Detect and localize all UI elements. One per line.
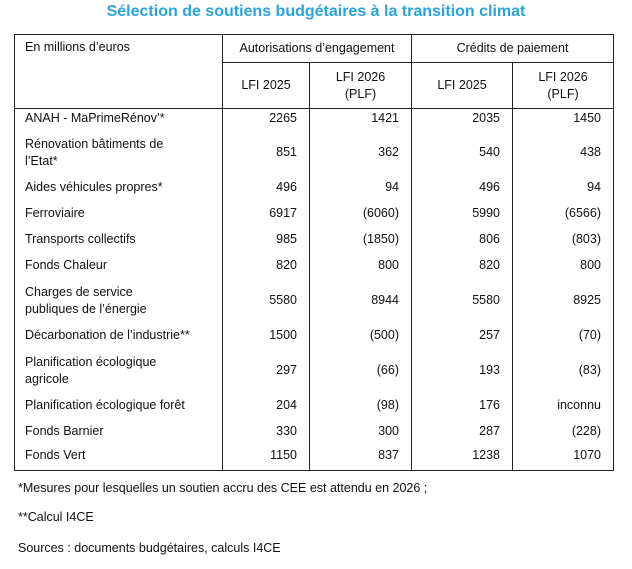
subcol-header: [223, 63, 310, 109]
value-cell: 330: [223, 419, 310, 445]
value-cell: 2035: [412, 109, 513, 131]
row-label-line: Transports collectifs: [25, 232, 136, 246]
value-cell: (83): [513, 349, 614, 393]
value-cell: 5580: [223, 279, 310, 323]
value-cell: 2265: [223, 109, 310, 131]
row-label-line: Fonds Chaleur: [25, 258, 107, 272]
value-cell: (70): [513, 323, 614, 349]
row-label: [15, 109, 223, 131]
table-row: [15, 445, 614, 471]
subcol-header-line: LFI 2025: [241, 78, 291, 92]
value-cell: 438: [513, 131, 614, 175]
row-label-line: Fonds Barnier: [25, 424, 104, 438]
value-cell: 1150: [223, 445, 310, 471]
row-label: [15, 419, 223, 445]
subcol-header: [513, 63, 614, 109]
value-cell: 193: [412, 349, 513, 393]
value-cell: 204: [223, 393, 310, 419]
row-label: [15, 323, 223, 349]
value-cell: 540: [412, 131, 513, 175]
table-row: [15, 393, 614, 419]
value-cell: (6060): [310, 201, 412, 227]
value-cell: 6917: [223, 201, 310, 227]
row-label: [15, 227, 223, 253]
value-cell: 1238: [412, 445, 513, 471]
row-label-line: publiques de l’énergie: [25, 301, 147, 316]
unit-header: En millions d’euros: [15, 35, 223, 109]
value-cell: 5580: [412, 279, 513, 323]
value-cell: (1850): [310, 227, 412, 253]
value-cell: 94: [310, 175, 412, 201]
value-cell: 851: [223, 131, 310, 175]
row-label-line: ANAH - MaPrimeRénov’*: [25, 111, 165, 125]
value-cell: 297: [223, 349, 310, 393]
value-cell: 1450: [513, 109, 614, 131]
value-cell: 8944: [310, 279, 412, 323]
subcol-header: [310, 63, 412, 109]
footnote-cee: *Mesures pour lesquelles un soutien accru des CEE est attendu en 2026 ;: [18, 481, 428, 495]
row-label: [15, 393, 223, 419]
row-label-line: l’Etat*: [25, 153, 58, 168]
row-label: [15, 131, 223, 175]
table-row: [15, 175, 614, 201]
subcol-header-line: LFI 2025: [437, 78, 487, 92]
subcol-header: [412, 63, 513, 109]
value-cell: 94: [513, 175, 614, 201]
value-cell: inconnu: [513, 393, 614, 419]
footnote-calcul: **Calcul I4CE: [18, 510, 94, 524]
table-row: [15, 323, 614, 349]
value-cell: (6566): [513, 201, 614, 227]
value-cell: (228): [513, 419, 614, 445]
value-cell: (66): [310, 349, 412, 393]
table-row: [15, 253, 614, 279]
row-label-line: Rénovation bâtiments de: [25, 136, 164, 151]
group-header-ae: Autorisations d’engagement: [223, 35, 412, 63]
value-cell: 1421: [310, 109, 412, 131]
table-row: [15, 419, 614, 445]
value-cell: 1500: [223, 323, 310, 349]
value-cell: 362: [310, 131, 412, 175]
value-cell: 800: [310, 253, 412, 279]
value-cell: 257: [412, 323, 513, 349]
table-row: [15, 279, 614, 323]
value-cell: (803): [513, 227, 614, 253]
row-label: [15, 175, 223, 201]
subcol-header-line: (PLF): [547, 86, 579, 101]
value-cell: 820: [223, 253, 310, 279]
value-cell: 176: [412, 393, 513, 419]
row-label-line: agricole: [25, 371, 69, 386]
row-label: [15, 253, 223, 279]
row-label: [15, 279, 223, 323]
value-cell: 287: [412, 419, 513, 445]
table-row: [15, 109, 614, 131]
value-cell: 820: [412, 253, 513, 279]
budget-table: [14, 34, 614, 471]
row-label: [15, 201, 223, 227]
subcol-header-line: LFI 2026: [538, 69, 588, 84]
table-row: [15, 201, 614, 227]
value-cell: 5990: [412, 201, 513, 227]
row-label-line: Charges de service: [25, 284, 133, 299]
row-label-line: Ferroviaire: [25, 206, 85, 220]
row-label: [15, 445, 223, 471]
subcol-header-line: LFI 2026: [335, 69, 386, 84]
row-label-line: Planification écologique: [25, 354, 157, 369]
table-title: Sélection de soutiens budgétaires à la transition climat: [106, 3, 526, 20]
value-cell: (98): [310, 393, 412, 419]
table-row: [15, 349, 614, 393]
row-label-line: Aides véhicules propres*: [25, 180, 163, 194]
value-cell: 496: [223, 175, 310, 201]
table-row: [15, 227, 614, 253]
table-row: [15, 131, 614, 175]
value-cell: 300: [310, 419, 412, 445]
value-cell: 496: [412, 175, 513, 201]
subcol-header-line: (PLF): [344, 86, 377, 101]
group-header-cp: Crédits de paiement: [412, 35, 614, 63]
row-label: [15, 349, 223, 393]
value-cell: (500): [310, 323, 412, 349]
row-label-line: Fonds Vert: [25, 447, 86, 462]
row-label-line: Planification écologique forêt: [25, 398, 185, 412]
value-cell: 1070: [513, 445, 614, 471]
value-cell: 8925: [513, 279, 614, 323]
footnote-sources: Sources : documents budgétaires, calculs I4CE: [18, 541, 281, 555]
value-cell: 837: [310, 445, 412, 471]
value-cell: 806: [412, 227, 513, 253]
value-cell: 800: [513, 253, 614, 279]
value-cell: 985: [223, 227, 310, 253]
row-label-line: Décarbonation de l’industrie**: [25, 328, 190, 342]
